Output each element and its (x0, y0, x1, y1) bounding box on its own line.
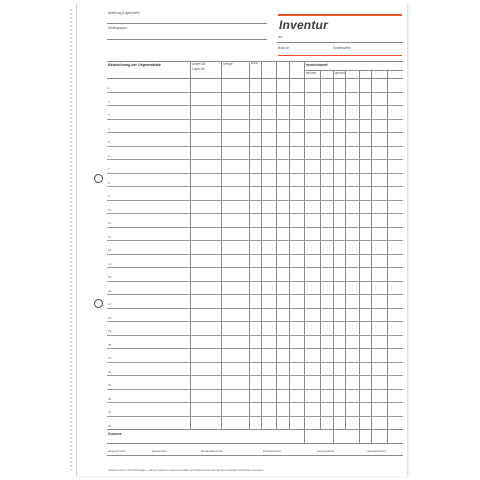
blatt-label: Blatt-Nr. (278, 46, 290, 50)
footer-note: Seitennummern nicht übertragen – auf Inventarlisten zusammenstellen und Zwischensummen auf dem jeweiligen Abschluss vermerken (108, 469, 264, 472)
abteilung-line (107, 23, 267, 24)
perforation-strip (68, 8, 74, 470)
row-number: 16 (108, 288, 112, 293)
footer-nachgerechnet: nachgerechnet (367, 449, 386, 453)
kostenstelle-label: Kostenstelle (333, 46, 351, 50)
table-row (107, 119, 403, 120)
row-number: 22 (108, 369, 112, 374)
blatt-accent-line (278, 55, 402, 56)
row-number: 21 (108, 356, 112, 360)
row-number: 12 (108, 234, 112, 239)
summe-label: Summe (108, 432, 122, 436)
row-number: 9 (108, 194, 110, 198)
footer-geschrieben: geschrieben (152, 449, 168, 453)
table-row (107, 159, 403, 160)
table-row (107, 105, 403, 106)
table-row (107, 281, 403, 282)
row-number: 26 (108, 423, 112, 428)
table-row (107, 146, 403, 147)
row-number: 7 (108, 167, 110, 171)
row-number: 25 (108, 410, 112, 414)
footer-ausgerechnet: ausgerechnet (317, 449, 334, 453)
row-number: 6 (108, 153, 110, 158)
row-number: 1 (108, 86, 110, 90)
table-row (107, 389, 403, 390)
abteilung-label: Abteilung (Lagerstelle) (108, 11, 140, 15)
table-row (107, 335, 403, 336)
row-number: 3 (108, 113, 110, 117)
row-number: 20 (108, 342, 112, 347)
table-row (107, 200, 403, 201)
row-number: 4 (108, 126, 110, 131)
col-line-9 (333, 70, 334, 443)
summe-top-line (107, 429, 403, 430)
table-row (107, 227, 403, 228)
row-number: 19 (108, 329, 112, 333)
table-row (107, 213, 403, 214)
col-line-12 (371, 70, 372, 443)
inventurwert-header: Inventurwert (306, 63, 328, 67)
summe-bottom-line (107, 443, 403, 444)
inventory-form-sheet (76, 4, 408, 476)
footer-line (107, 455, 403, 456)
col-line-4 (261, 61, 262, 429)
row-number: 14 (108, 261, 112, 266)
form-title: Inventur (279, 18, 328, 32)
table-row (107, 132, 403, 133)
table-row (107, 375, 403, 376)
inventurwert-subheader-line (304, 70, 403, 71)
col-line-5 (276, 61, 277, 429)
row-number: 23 (108, 383, 112, 387)
row-number: 10 (108, 207, 112, 212)
col-line-1 (190, 61, 191, 429)
col-line-13 (387, 70, 388, 443)
table-row (107, 308, 403, 309)
row-number: 2 (108, 99, 110, 104)
lager-nr-header: Lager-Nr. (192, 67, 206, 71)
am-label: am (278, 35, 283, 39)
col-line-2 (221, 61, 222, 429)
gesamt-header: gesamt (335, 71, 346, 75)
table-row (107, 362, 403, 363)
footer-bestandsnummer: Bestandsnummer (201, 449, 223, 453)
table-row (107, 416, 403, 417)
artikelgruppe-line (107, 39, 267, 40)
table-row (107, 267, 403, 268)
col-line-3 (249, 61, 250, 429)
row-number: 8 (108, 180, 110, 185)
title-accent-bar (278, 14, 402, 16)
table-row (107, 240, 403, 241)
table-row (107, 186, 403, 187)
menge-header: Menge (223, 62, 233, 66)
footer-aufgenommen: aufgenommen (108, 449, 126, 453)
table-row (107, 402, 403, 403)
table-row (107, 321, 403, 322)
row-number: 11 (108, 221, 112, 225)
row-number: 17 (108, 302, 112, 306)
table-row (107, 294, 403, 295)
row-number: 18 (108, 315, 112, 320)
row-number: 15 (108, 275, 112, 279)
bezeichnung-header: Bezeichnung der Gegenstände (108, 63, 161, 67)
artikelgruppe-label: Artikelgruppe (108, 26, 127, 30)
row-number: 13 (108, 248, 112, 252)
row-number: 24 (108, 396, 112, 401)
footer-preisbestimmt: Preisbestimmt (263, 449, 281, 453)
einzeln-header: einzeln (306, 71, 317, 75)
col-line-11 (359, 70, 360, 443)
artikel-nr-header: Artikel-Nr. (192, 62, 207, 66)
table-row (107, 254, 403, 255)
table-row (107, 173, 403, 174)
einheit-header: Einheit (251, 62, 259, 65)
table-row (107, 92, 403, 93)
punch-hole-top (94, 174, 103, 183)
punch-hole-bottom (94, 299, 103, 308)
am-line (277, 42, 403, 43)
row-number: 5 (108, 140, 110, 144)
col-line-6 (289, 61, 290, 429)
table-row (107, 348, 403, 349)
